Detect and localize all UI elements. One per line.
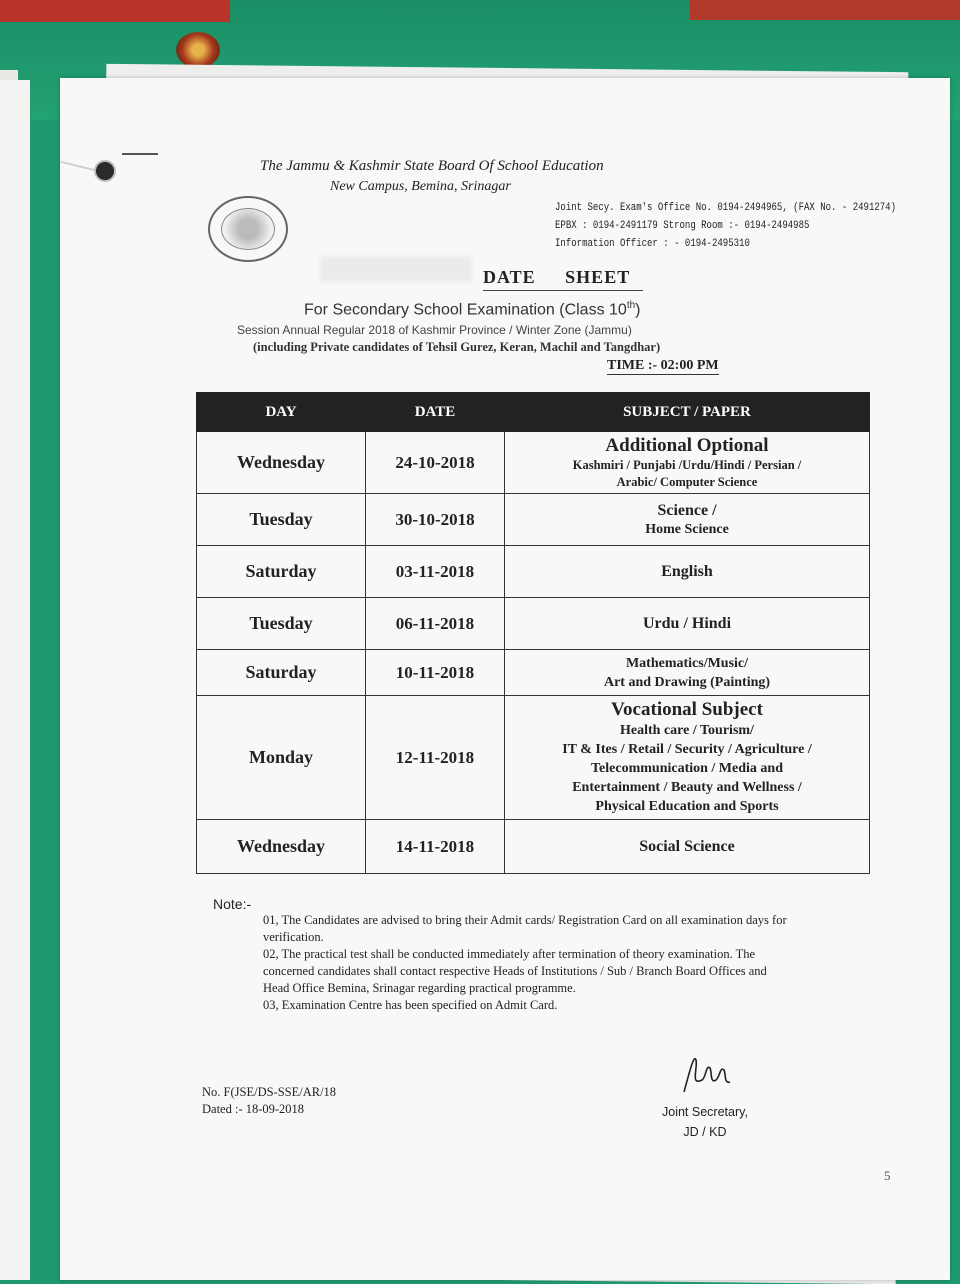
- subject-title: Additional Optional: [605, 434, 769, 456]
- background-paper: [0, 80, 30, 1280]
- date-cell: 06-11-2018: [366, 598, 505, 650]
- header-subject: SUBJECT / PAPER: [505, 393, 870, 432]
- subject-cell: [505, 494, 870, 546]
- pen-mark: [122, 153, 158, 155]
- subject-detail: Telecommunication / Media and: [591, 761, 783, 776]
- signatory-title: Joint Secretary,: [662, 1105, 748, 1119]
- date-cell: 30-10-2018: [366, 494, 505, 546]
- contact-line: Joint Secy. Exam's Office No. 0194-2494965, (FAX No. - 2491274): [555, 202, 897, 214]
- table-row: [197, 650, 870, 696]
- table-row: [197, 432, 870, 494]
- red-cloth: [0, 0, 230, 22]
- subject-title: Mathematics/Music/: [625, 655, 749, 671]
- subject-title: Science /: [657, 501, 717, 519]
- exam-subtitle: For Secondary School Examination (Class 10th): [304, 300, 641, 319]
- session-line: Session Annual Regular 2018 of Kashmir Province / Winter Zone (Jammu): [237, 323, 632, 337]
- header-day: DAY: [197, 393, 366, 432]
- table-row: [197, 546, 870, 598]
- dated-line: Dated :- 18-09-2018: [202, 1102, 305, 1116]
- notes-section: [213, 896, 793, 1014]
- document-title: DATE SHEET: [483, 267, 631, 287]
- date-cell: 14-11-2018: [366, 820, 505, 874]
- subject-cell: [505, 696, 870, 820]
- subject-detail: Entertainment / Beauty and Wellness /: [572, 780, 802, 795]
- note-item: 01, The Candidates are advised to bring their Admit cards/ Registration Card on all examination days for verification.: [263, 913, 787, 944]
- signatory-block: [662, 1102, 748, 1142]
- subject-cell: [505, 546, 870, 598]
- exam-time: TIME :- 02:00 PM: [607, 358, 719, 373]
- signature-icon: [676, 1050, 736, 1100]
- day-cell: Tuesday: [197, 598, 366, 650]
- subject-detail: IT & Ites / Retail / Security / Agriculture /: [562, 742, 812, 757]
- flower-decoration: [176, 32, 220, 68]
- campus-address: New Campus, Bemina, Srinagar: [330, 179, 511, 194]
- subject-detail: Arabic/ Computer Science: [616, 474, 758, 489]
- subject-detail: Physical Education and Sports: [595, 799, 779, 814]
- notes-heading: Note:-: [213, 896, 252, 912]
- contact-line: Information Officer : - 0194-2495310: [555, 238, 750, 250]
- subject-title: English: [661, 563, 713, 580]
- board-name: The Jammu & Kashmir State Board Of School Education: [260, 158, 604, 174]
- day-cell: Tuesday: [197, 494, 366, 546]
- subject-cell: [505, 432, 870, 494]
- subject-detail: Home Science: [645, 521, 729, 537]
- redacted-area: [320, 256, 472, 282]
- date-cell: 24-10-2018: [366, 432, 505, 494]
- punch-hole-icon: [94, 160, 116, 182]
- title-underline: [483, 290, 643, 291]
- date-sheet-page: [60, 78, 950, 1280]
- contact-line: EPBX : 0194-2491179 Strong Room :- 0194-2494985: [555, 220, 810, 232]
- table-row: [197, 598, 870, 650]
- subject-cell: [505, 598, 870, 650]
- date-cell: 03-11-2018: [366, 546, 505, 598]
- red-cloth: [690, 0, 960, 20]
- subject-cell: [505, 650, 870, 696]
- day-cell: Monday: [197, 696, 366, 820]
- subject-detail: Kashmiri / Punjabi /Urdu/Hindi / Persian /: [572, 457, 802, 472]
- subject-title: Vocational Subject: [611, 699, 763, 720]
- day-cell: Saturday: [197, 546, 366, 598]
- table-row: [197, 696, 870, 820]
- day-cell: Saturday: [197, 650, 366, 696]
- reference-block: [202, 1084, 336, 1118]
- note-item: 02, The practical test shall be conducted immediately after termination of theory examination. The concerned candidates shall contact respective Heads of Institutions / Sub / Branch Board Offices and Head Office Bemina, Srinagar regarding practical programme.: [263, 947, 767, 995]
- subject-detail: Health care / Tourism/: [620, 723, 754, 738]
- date-cell: 12-11-2018: [366, 696, 505, 820]
- subject-detail: Art and Drawing (Painting): [603, 674, 771, 690]
- subject-title: Urdu / Hindi: [642, 615, 732, 632]
- day-cell: Wednesday: [197, 432, 366, 494]
- note-item: 03, Examination Centre has been specified on Admit Card.: [263, 998, 558, 1012]
- date-sheet-table: [196, 392, 870, 874]
- header-date: DATE: [366, 393, 505, 432]
- private-candidates-line: (including Private candidates of Tehsil Gurez, Keran, Machil and Tangdhar): [253, 340, 661, 354]
- table-row: [197, 820, 870, 874]
- date-cell: 10-11-2018: [366, 650, 505, 696]
- reference-number: No. F(JSE/DS-SSE/AR/18: [202, 1085, 337, 1099]
- subject-title: Social Science: [639, 838, 735, 855]
- board-seal-icon: [208, 196, 288, 262]
- day-cell: Wednesday: [197, 820, 366, 874]
- page-number: 5: [884, 1168, 891, 1183]
- subject-cell: [505, 820, 870, 874]
- signatory-initials: JD / KD: [683, 1125, 727, 1139]
- table-row: [197, 494, 870, 546]
